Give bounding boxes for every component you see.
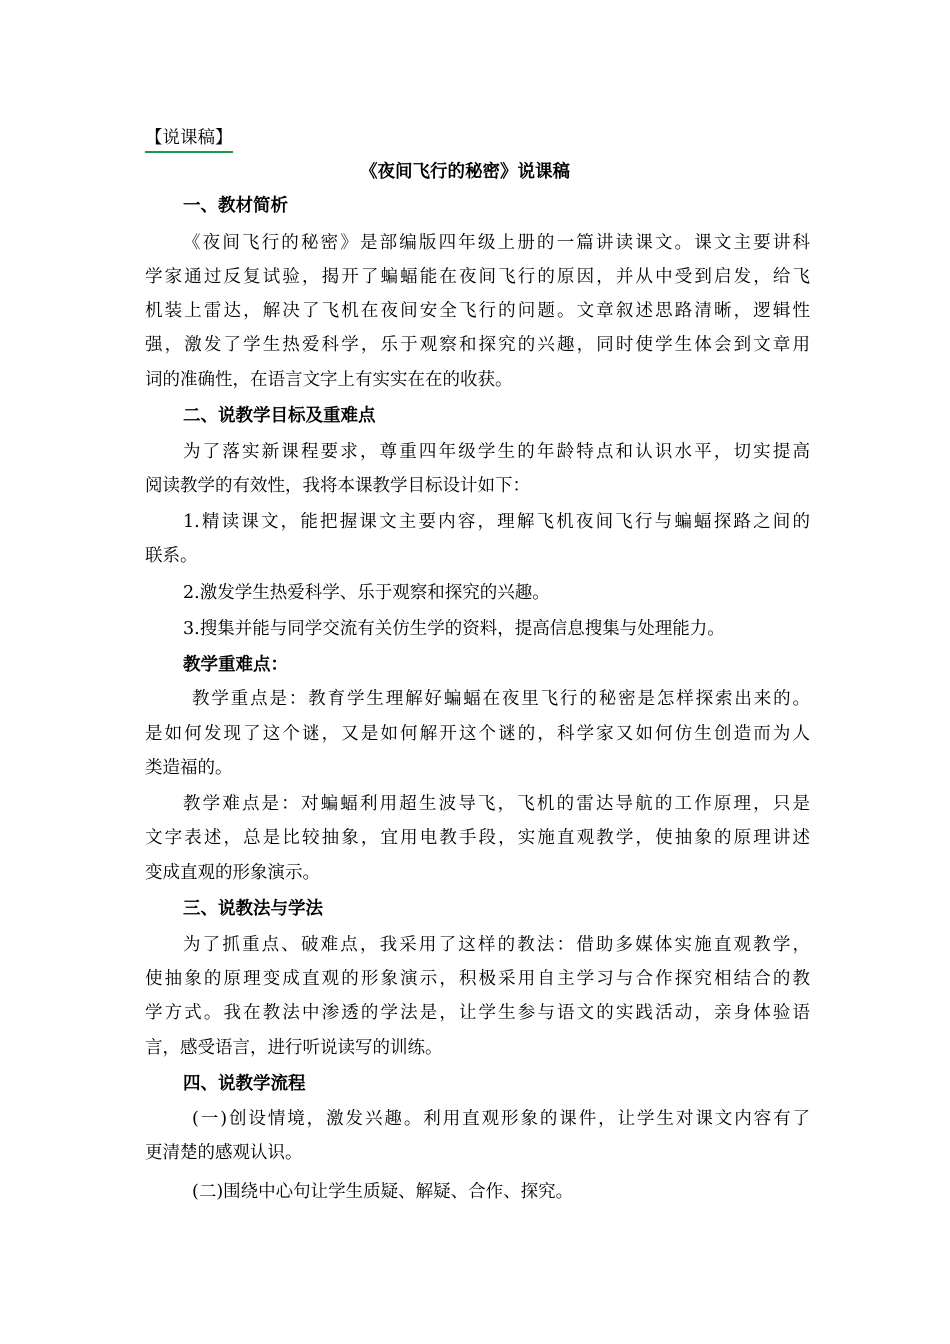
- paragraph-line: 变成直观的形象演示。: [145, 863, 320, 883]
- objective-line: 1.精读课文，能把握课文主要内容，理解飞机夜间飞行与蝙蝠探路之间的: [183, 512, 810, 532]
- paragraph-line: 使抽象的原理变成直观的形象演示，积极采用自主学习与合作探究相结合的教: [145, 969, 810, 989]
- paragraph-line: 《夜间飞行的秘密》是部编版四年级上册的一篇讲读课文。课文主要讲科: [183, 233, 810, 253]
- key-points-heading: 教学重难点：: [183, 655, 288, 675]
- flow-step-line: (二)围绕中心句让学生质疑、解疑、合作、探究。: [192, 1182, 574, 1202]
- paragraph-line: 为了抓重点、破难点，我采用了这样的教法：借助多媒体实施直观教学，: [183, 935, 810, 955]
- section-heading-3: 三、说教法与学法: [183, 899, 323, 919]
- paragraph-line: 教学重点是：教育学生理解好蝙蝠在夜里飞行的秘密是怎样探索出来的。: [192, 689, 810, 709]
- paragraph-line: 文字表述，总是比较抽象，宜用电教手段，实施直观教学，使抽象的原理讲述: [145, 828, 810, 848]
- document-title: 《夜间飞行的秘密》说课稿: [360, 162, 570, 182]
- paragraph-line: 强，激发了学生热爱科学，乐于观察和探究的兴趣，同时使学生体会到文章用: [145, 335, 810, 355]
- paragraph-line: 机装上雷达，解决了飞机在夜间安全飞行的问题。文章叙述思路清晰，逻辑性: [145, 301, 810, 321]
- document-tag: 【说课稿】: [145, 126, 233, 153]
- paragraph-line: 教学难点是：对蝙蝠利用超生波导飞，飞机的雷达导航的工作原理，只是: [183, 794, 810, 814]
- section-heading-2: 二、说教学目标及重难点: [183, 406, 376, 426]
- paragraph-line: 学方式。我在教法中渗透的学法是，让学生参与语文的实践活动，亲身体验语: [145, 1003, 810, 1023]
- flow-step-line: 更清楚的感观认识。: [145, 1143, 303, 1163]
- paragraph-line: 为了落实新课程要求，尊重四年级学生的年龄特点和认识水平，切实提高: [183, 442, 810, 462]
- paragraph-line: 言，感受语言，进行听说读写的训练。: [145, 1038, 443, 1058]
- section-heading-4: 四、说教学流程: [183, 1074, 306, 1094]
- paragraph-line: 学家通过反复试验，揭开了蝙蝠能在夜间飞行的原因，并从中受到启发，给飞: [145, 267, 810, 287]
- paragraph-line: 是如何发现了这个谜，又是如何解开这个谜的，科学家又如何仿生创造而为人: [145, 724, 810, 744]
- paragraph-line: 词的准确性，在语言文字上有实实在在的收获。: [145, 370, 513, 390]
- flow-step-line: (一)创设情境，激发兴趣。利用直观形象的课件，让学生对课文内容有了: [192, 1109, 810, 1129]
- objective-line: 2.激发学生热爱科学、乐于观察和探究的兴趣。: [183, 583, 550, 603]
- section-heading-1: 一、教材简析: [183, 196, 288, 216]
- objective-line: 3.搜集并能与同学交流有关仿生学的资料，提高信息搜集与处理能力。: [183, 619, 725, 639]
- paragraph-line: 阅读教学的有效性，我将本课教学目标设计如下：: [145, 476, 530, 496]
- paragraph-line: 类造福的。: [145, 758, 233, 778]
- objective-line: 联系。: [145, 546, 198, 566]
